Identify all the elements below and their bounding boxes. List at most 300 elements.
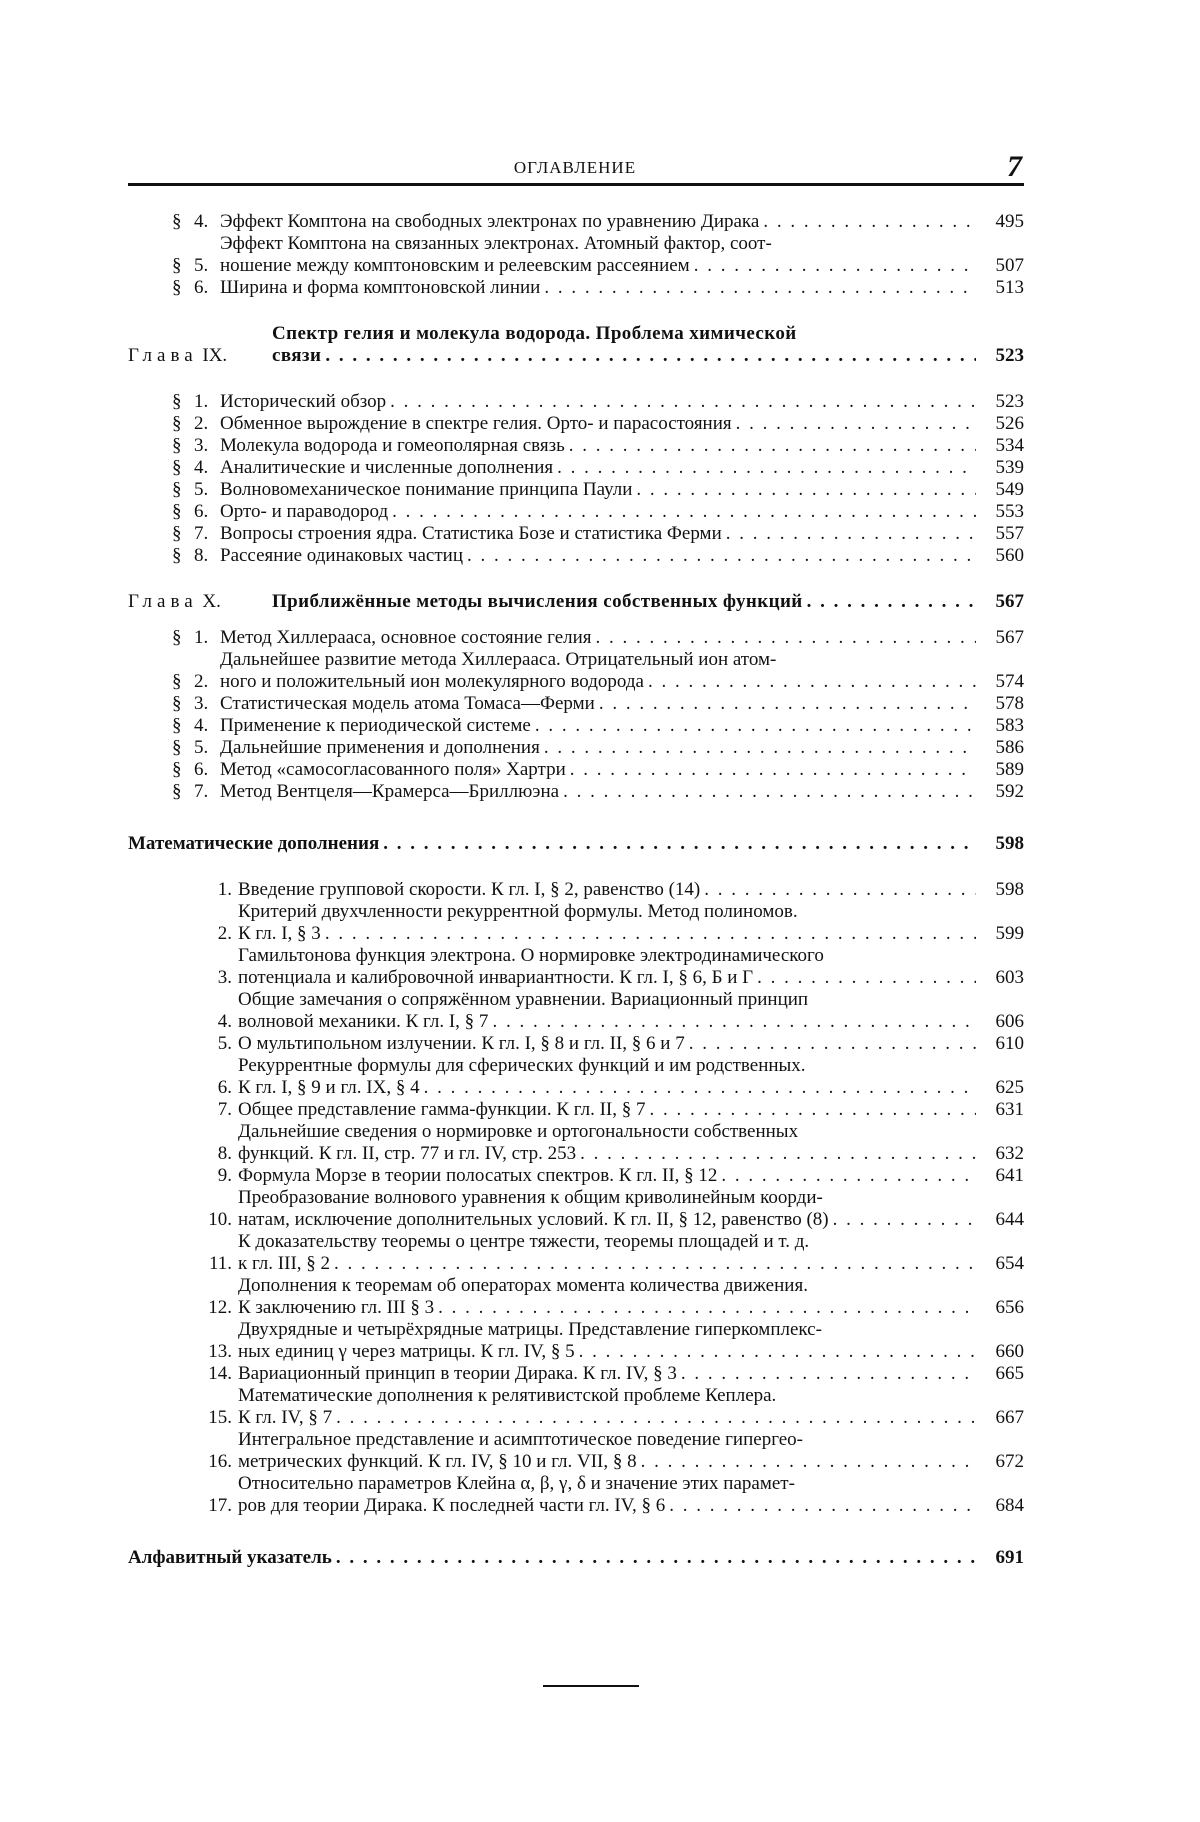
dot-leader <box>332 1547 976 1569</box>
section-sign: § <box>172 671 182 692</box>
appendix-entry <box>128 1363 1024 1385</box>
appendix-entry <box>128 879 1024 901</box>
entry-page-number: 513 <box>995 277 1024 298</box>
entry-title-line: Аналитические и численные дополнения <box>220 457 554 478</box>
entry-title-line: потенциала и калибровочной инвариантности. К гл. I, § 6, Б и Г <box>238 967 754 988</box>
entry-label: 12. <box>208 1297 232 1318</box>
dot-leader <box>646 1099 977 1121</box>
entry-number: 6. <box>194 277 209 298</box>
entry-page-number: 586 <box>995 737 1024 758</box>
entry-label <box>128 715 220 737</box>
header-rule <box>128 183 1024 186</box>
section-entry <box>128 277 1024 299</box>
dot-leader <box>566 759 976 781</box>
entry-page-number: 567 <box>995 627 1024 648</box>
entry-page-number: 654 <box>995 1253 1024 1274</box>
entry-title-line: К заключению гл. III § 3 <box>238 1297 435 1318</box>
entry-title-line: К гл. I, § 3 <box>238 923 321 944</box>
entry-page-number: 567 <box>995 591 1024 612</box>
entry-title <box>238 1473 976 1517</box>
entry-title-line: К гл. I, § 9 и гл. IX, § 4 <box>238 1077 420 1098</box>
entry-label <box>128 345 272 367</box>
entry-page-number: 598 <box>995 833 1024 854</box>
section-sign: § <box>172 693 182 714</box>
entry-title <box>238 1363 976 1385</box>
entry-title <box>220 715 976 737</box>
appendix-entry <box>128 1033 1024 1055</box>
section-entry <box>128 523 1024 545</box>
entry-title-line: ношение между комптоновским и релеевским рассеянием <box>220 255 690 276</box>
header-page-number: 7 <box>1007 150 1022 183</box>
entry-title <box>238 1055 976 1099</box>
dot-leader <box>685 1033 976 1055</box>
entry-title-line: Алфавитный указатель <box>128 1547 332 1568</box>
entry-page-number: 553 <box>995 501 1024 522</box>
dot-leader <box>753 967 976 989</box>
section-entry <box>128 413 1024 435</box>
entry-title <box>238 989 976 1033</box>
dot-leader <box>717 1165 976 1187</box>
appendix-entry <box>128 945 1024 989</box>
entry-number: 3. <box>194 435 209 456</box>
entry-title-line: Дальнейшее развитие метода Хиллерааса. Отрицательный ион атом- <box>220 649 777 670</box>
entry-label <box>128 545 220 567</box>
entry-title <box>128 1547 976 1569</box>
entry-page-number: 684 <box>995 1495 1024 1516</box>
entry-title-line: ного и положительный ион молекулярного водорода <box>220 671 644 692</box>
appendix-entry <box>128 1165 1024 1187</box>
section-entry <box>128 391 1024 413</box>
dot-leader <box>565 435 976 457</box>
appendix-entry <box>128 1275 1024 1319</box>
entry-title <box>238 901 976 945</box>
entry-label <box>128 693 220 715</box>
entry-number: 6. <box>194 501 209 522</box>
entry-page-number: 610 <box>995 1033 1024 1054</box>
entry-title-line: К доказательству теоремы о центре тяжести, теоремы площадей и т. д. <box>238 1231 810 1252</box>
entry-title-line: Эффект Комптона на свободных электронах по уравнению Дирака <box>220 211 760 232</box>
dot-leader <box>332 1407 976 1429</box>
entry-title <box>238 1121 976 1165</box>
entry-label <box>128 211 220 233</box>
entry-title-line: Общее представление гамма-функции. К гл. II, § 7 <box>238 1099 646 1120</box>
entry-title-line: Молекула водорода и гомеополярная связь <box>220 435 565 456</box>
dot-leader <box>321 345 976 367</box>
spacer <box>128 567 1024 591</box>
entry-label: 5. <box>217 1033 232 1054</box>
entry-page-number: 631 <box>995 1099 1024 1120</box>
entry-title-line: Метод «самосогласованного поля» Хартри <box>220 759 566 780</box>
section-entry <box>128 627 1024 649</box>
entry-label <box>128 591 272 613</box>
dot-leader <box>829 1209 976 1231</box>
entry-number: 7. <box>194 781 209 802</box>
entry-title-line: Эффект Комптона на связанных электронах. Атомный фактор, соот- <box>220 233 772 254</box>
section-entry <box>128 649 1024 693</box>
entry-title <box>128 833 976 855</box>
dot-leader <box>420 1077 976 1099</box>
entry-title <box>238 1033 976 1055</box>
entry-label <box>128 781 220 803</box>
spacer <box>128 1517 1024 1547</box>
dot-leader <box>677 1363 976 1385</box>
dot-leader <box>553 457 976 479</box>
entry-number: 1. <box>194 627 209 648</box>
entry-title-line: метрических функций. К гл. IV, § 10 и гл. VII, § 8 <box>238 1451 637 1472</box>
dot-leader <box>592 627 976 649</box>
entry-title <box>238 1165 976 1187</box>
dot-leader <box>463 545 976 567</box>
entry-page-number: 507 <box>995 255 1024 276</box>
entry-label: 17. <box>208 1495 232 1516</box>
entry-title <box>220 413 976 435</box>
entry-title-line: Дальнейшие применения и дополнения <box>220 737 540 758</box>
section-entry <box>128 479 1024 501</box>
section-entry <box>128 545 1024 567</box>
entry-title-line: Преобразование волнового уравнения к общим криволинейным коорди- <box>238 1187 823 1208</box>
chapter-word: Глава <box>128 591 198 612</box>
section-sign: § <box>172 715 182 736</box>
appendix-entry <box>128 1121 1024 1165</box>
appendix-entry <box>128 1429 1024 1473</box>
entry-title <box>220 649 976 693</box>
section-sign: § <box>172 627 182 648</box>
entry-title <box>220 627 976 649</box>
spacer <box>128 367 1024 391</box>
entry-label <box>128 277 220 299</box>
entry-page-number: 641 <box>995 1165 1024 1186</box>
entry-title-line: Интегральное представление и асимптотическое поведение гипергео- <box>238 1429 804 1450</box>
entry-label <box>128 435 220 457</box>
entry-label <box>128 523 220 545</box>
entry-title-line: Приближённые методы вычисления собственных функций <box>272 591 803 612</box>
dot-leader <box>379 833 976 855</box>
section-entry <box>128 233 1024 277</box>
entry-title <box>238 1231 976 1275</box>
entry-label: 1. <box>217 879 232 900</box>
chapter-entry <box>128 591 1024 613</box>
entry-title <box>220 435 976 457</box>
entry-title-line: Спектр гелия и молекула водорода. Проблема химической <box>272 323 797 344</box>
entry-label: 7. <box>217 1099 232 1120</box>
entry-label <box>128 457 220 479</box>
entry-title-line: функций. К гл. II, стр. 77 и гл. IV, стр. 253 <box>238 1143 577 1164</box>
dot-leader <box>321 923 976 945</box>
entry-title-line: Статистическая модель атома Томаса—Ферми <box>220 693 595 714</box>
entry-label <box>128 479 220 501</box>
entry-page-number: 539 <box>995 457 1024 478</box>
entry-title-line: Рассеяние одинаковых частиц <box>220 545 463 566</box>
entry-page-number: 603 <box>995 967 1024 988</box>
end-rule <box>543 1685 639 1687</box>
appendix-entry <box>128 989 1024 1033</box>
dot-leader <box>386 391 976 413</box>
entry-page-number: 560 <box>995 545 1024 566</box>
entry-title <box>220 523 976 545</box>
section-entry <box>128 737 1024 759</box>
entry-title <box>220 391 976 413</box>
section-sign: § <box>172 501 182 522</box>
entry-page-number: 691 <box>995 1547 1024 1568</box>
entry-label <box>128 255 220 277</box>
appendix-entry <box>128 901 1024 945</box>
part-entry <box>128 1547 1024 1569</box>
entry-label: 14. <box>208 1363 232 1384</box>
dot-leader <box>665 1495 976 1517</box>
entry-title-line: Рекуррентные формулы для сферических функций и им родственных. <box>238 1055 806 1076</box>
entry-title-line: Общие замечания о сопряжённом уравнении. Вариационный принцип <box>238 989 809 1010</box>
entry-title-line: натам, исключение дополнительных условий. К гл. II, § 12, равенство (8) <box>238 1209 829 1230</box>
entry-title-line: к гл. III, § 2 <box>238 1253 331 1274</box>
entry-label <box>128 391 220 413</box>
entry-number: 3. <box>194 693 209 714</box>
entry-number: 4. <box>194 715 209 736</box>
entry-title <box>238 1187 976 1231</box>
dot-leader <box>488 1011 976 1033</box>
entry-number: 1. <box>194 391 209 412</box>
entry-number: 5. <box>194 737 209 758</box>
running-header <box>128 150 1022 183</box>
appendix-entry <box>128 1055 1024 1099</box>
entry-title-line: Волновомеханическое понимание принципа Паули <box>220 479 633 500</box>
entry-title-line: волновой механики. К гл. I, § 7 <box>238 1011 489 1032</box>
appendix-entry <box>128 1187 1024 1231</box>
entry-title <box>220 233 976 277</box>
entry-page-number: 495 <box>995 211 1024 232</box>
entry-label <box>128 413 220 435</box>
section-entry <box>128 693 1024 715</box>
entry-page-number: 589 <box>995 759 1024 780</box>
entry-page-number: 632 <box>995 1143 1024 1164</box>
section-sign: § <box>172 211 182 232</box>
chapter-word: Глава <box>128 345 198 366</box>
dot-leader <box>690 255 976 277</box>
section-sign: § <box>172 457 182 478</box>
section-entry <box>128 781 1024 803</box>
entry-number: 2. <box>194 671 209 692</box>
entry-label <box>128 501 220 523</box>
entry-title-line: Исторический обзор <box>220 391 387 412</box>
entry-label: 2. <box>217 923 232 944</box>
section-entry <box>128 501 1024 523</box>
entry-page-number: 583 <box>995 715 1024 736</box>
entry-number: 5. <box>194 479 209 500</box>
entry-page-number: 549 <box>995 479 1024 500</box>
entry-page-number: 523 <box>995 391 1024 412</box>
section-entry <box>128 457 1024 479</box>
chapter-number: X. <box>197 591 221 612</box>
entry-title <box>220 501 976 523</box>
section-entry <box>128 435 1024 457</box>
entry-label: 10. <box>208 1209 232 1230</box>
entry-number: 8. <box>194 545 209 566</box>
entry-page-number: 672 <box>995 1451 1024 1472</box>
section-sign: § <box>172 781 182 802</box>
entry-title-line: Дальнейшие сведения о нормировке и ортогональности собственных <box>238 1121 799 1142</box>
entry-number: 6. <box>194 759 209 780</box>
entry-title-line: Вопросы строения ядра. Статистика Бозе и статистика Ферми <box>220 523 722 544</box>
entry-page-number: 665 <box>995 1363 1024 1384</box>
entry-label: 6. <box>217 1077 232 1098</box>
entry-title-line: Вариационный принцип в теории Дирака. К гл. IV, § 3 <box>238 1363 677 1384</box>
entry-title <box>238 1099 976 1121</box>
appendix-entry <box>128 1231 1024 1275</box>
entry-label <box>128 671 220 693</box>
dot-leader <box>732 413 976 435</box>
dot-leader <box>759 211 976 233</box>
entry-title-line: Гамильтонова функция электрона. О нормировке электродинамического <box>238 945 824 966</box>
entry-title <box>238 1275 976 1319</box>
dot-leader <box>434 1297 976 1319</box>
header-title: ОГЛАВЛЕНИЕ <box>513 158 637 177</box>
dot-leader <box>559 781 976 803</box>
section-entry <box>128 211 1024 233</box>
entry-title <box>272 591 976 613</box>
section-sign: § <box>172 255 182 276</box>
entry-page-number: 644 <box>995 1209 1024 1230</box>
dot-leader <box>540 737 976 759</box>
entry-page-number: 526 <box>995 413 1024 434</box>
entry-page-number: 578 <box>995 693 1024 714</box>
entry-title-line: Математические дополнения <box>128 833 380 854</box>
entry-title-line: Орто- и параводород <box>220 501 389 522</box>
entry-title <box>220 693 976 715</box>
entry-title <box>238 1385 976 1429</box>
entry-title-line: Формула Морзе в теории полосатых спектров. К гл. II, § 12 <box>238 1165 718 1186</box>
section-sign: § <box>172 737 182 758</box>
entry-page-number: 606 <box>995 1011 1024 1032</box>
entry-label: 16. <box>208 1451 232 1472</box>
entry-title <box>238 945 976 989</box>
entry-title-line: Метод Вентцеля—Крамерса—Бриллюэна <box>220 781 560 802</box>
dot-leader <box>803 591 976 613</box>
entry-number: 4. <box>194 457 209 478</box>
entry-title-line: Дополнения к теоремам об операторах момента количества движения. <box>238 1275 808 1296</box>
entry-title-line: Относительно параметров Клейна α, β, γ, δ и значение этих парамет- <box>238 1473 795 1494</box>
entry-title-line: Критерий двухчленности рекуррентной формулы. Метод полиномов. <box>238 901 798 922</box>
entry-number: 2. <box>194 413 209 434</box>
entry-title <box>220 479 976 501</box>
entry-title-line: ров для теории Дирака. К последней части гл. IV, § 6 <box>238 1495 666 1516</box>
dot-leader <box>576 1143 976 1165</box>
entry-title <box>220 759 976 781</box>
entry-title <box>220 781 976 803</box>
spacer <box>128 613 1024 627</box>
section-sign: § <box>172 277 182 298</box>
appendix-entry <box>128 1473 1024 1517</box>
appendix-entry <box>128 1385 1024 1429</box>
entry-page-number: 660 <box>995 1341 1024 1362</box>
entry-page-number: 656 <box>995 1297 1024 1318</box>
section-sign: § <box>172 759 182 780</box>
entry-page-number: 574 <box>995 671 1024 692</box>
entry-page-number: 534 <box>995 435 1024 456</box>
dot-leader <box>330 1253 976 1275</box>
entry-title-line: К гл. IV, § 7 <box>238 1407 333 1428</box>
part-entry <box>128 833 1024 855</box>
dot-leader <box>575 1341 976 1363</box>
section-sign: § <box>172 523 182 544</box>
entry-label <box>128 627 220 649</box>
dot-leader <box>595 693 976 715</box>
section-sign: § <box>172 413 182 434</box>
entry-title-line: Введение групповой скорости. К гл. I, § 2, равенство (14) <box>238 879 701 900</box>
spacer <box>128 299 1024 323</box>
entry-number: 7. <box>194 523 209 544</box>
chapter-number: IX. <box>197 345 228 366</box>
entry-label: 9. <box>217 1165 232 1186</box>
entry-page-number: 598 <box>995 879 1024 900</box>
entry-title <box>220 737 976 759</box>
spacer <box>128 803 1024 833</box>
entry-title-line: Двухрядные и четырёхрядные матрицы. Представление гиперкомплекс- <box>238 1319 822 1340</box>
entry-title-line: Применение к периодической системе <box>220 715 531 736</box>
entry-label: 13. <box>208 1341 232 1362</box>
dot-leader <box>531 715 976 737</box>
entry-title <box>220 277 976 299</box>
entry-title-line: связи <box>272 345 322 366</box>
entry-title <box>272 323 976 367</box>
entry-title <box>220 457 976 479</box>
dot-leader <box>700 879 976 901</box>
dot-leader <box>540 277 976 299</box>
section-sign: § <box>172 545 182 566</box>
entry-number: 5. <box>194 255 209 276</box>
entry-label: 3. <box>217 967 232 988</box>
entry-title <box>220 211 976 233</box>
entry-title <box>238 879 976 901</box>
entry-label: 8. <box>217 1143 232 1164</box>
section-sign: § <box>172 479 182 500</box>
entry-page-number: 625 <box>995 1077 1024 1098</box>
entry-page-number: 599 <box>995 923 1024 944</box>
appendix-entry <box>128 1319 1024 1363</box>
dot-leader <box>637 1451 976 1473</box>
entry-page-number: 592 <box>995 781 1024 802</box>
entry-page-number: 667 <box>995 1407 1024 1428</box>
entry-label <box>128 759 220 781</box>
entry-title <box>220 545 976 567</box>
chapter-entry <box>128 323 1024 367</box>
dot-leader <box>388 501 976 523</box>
table-of-contents <box>128 211 1024 1569</box>
entry-title-line: О мультипольном излучении. К гл. I, § 8 и гл. II, § 6 и 7 <box>238 1033 685 1054</box>
entry-page-number: 523 <box>995 345 1024 366</box>
dot-leader <box>722 523 976 545</box>
entry-page-number: 557 <box>995 523 1024 544</box>
entry-label: 4. <box>217 1011 232 1032</box>
section-entry <box>128 759 1024 781</box>
section-sign: § <box>172 391 182 412</box>
section-entry <box>128 715 1024 737</box>
entry-title-line: Ширина и форма комптоновской линии <box>220 277 541 298</box>
entry-label: 11. <box>208 1253 232 1274</box>
spacer <box>128 855 1024 879</box>
entry-label: 15. <box>208 1407 232 1428</box>
entry-title-line: Обменное вырождение в спектре гелия. Орто- и парасостояния <box>220 413 732 434</box>
dot-leader <box>632 479 976 501</box>
appendix-entry <box>128 1099 1024 1121</box>
dot-leader <box>644 671 976 693</box>
entry-title-line: Математические дополнения к релятивистской проблеме Кеплера. <box>238 1385 777 1406</box>
entry-title-line: Метод Хиллерааса, основное состояние гелия <box>220 627 592 648</box>
entry-title <box>238 1429 976 1473</box>
entry-number: 4. <box>194 211 209 232</box>
entry-title-line: ных единиц γ через матрицы. К гл. IV, § 5 <box>238 1341 575 1362</box>
entry-title <box>238 1319 976 1363</box>
section-sign: § <box>172 435 182 456</box>
entry-label <box>128 737 220 759</box>
